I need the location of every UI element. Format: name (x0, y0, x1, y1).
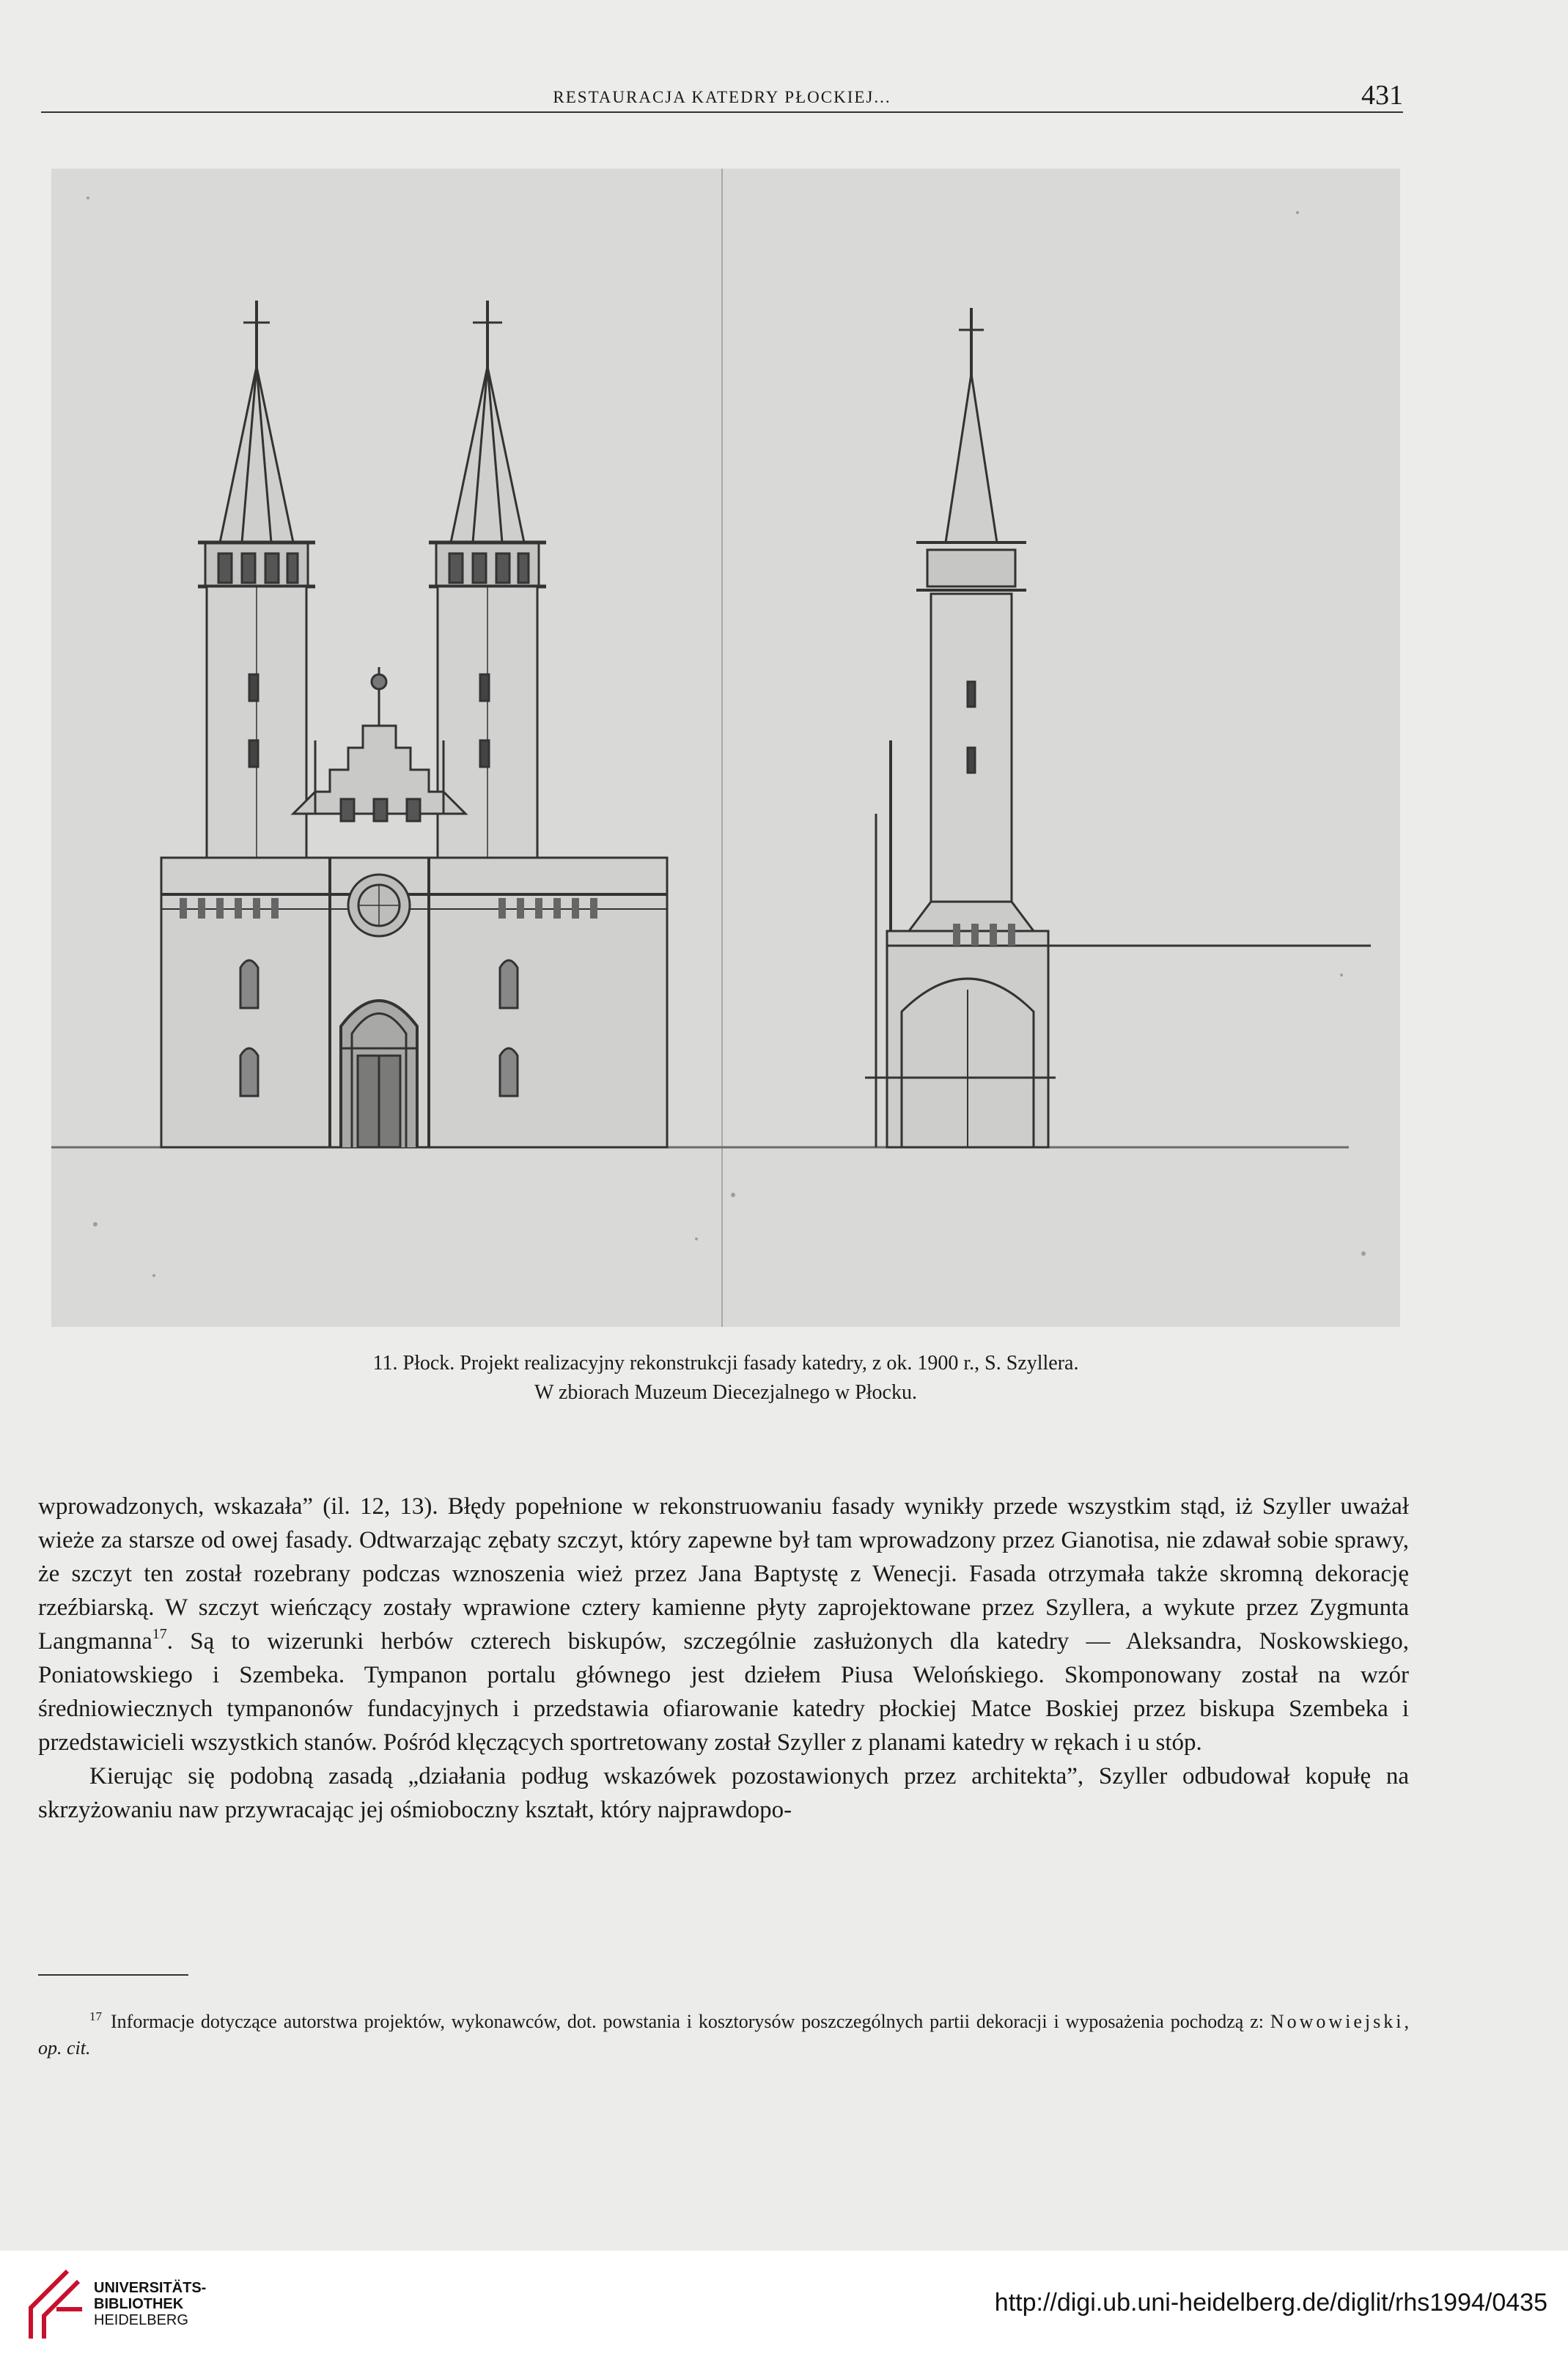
footnote-author: Nowowiejski (1270, 2011, 1405, 2032)
footnote-rule (38, 1974, 188, 1976)
library-line-3: HEIDELBERG (94, 2312, 188, 2328)
footnote-op-cit: op. cit. (38, 2037, 91, 2059)
running-header (41, 79, 1403, 113)
caption-line-2: W zbiorach Muzeum Diecezjalnego w Płocku. (534, 1381, 917, 1404)
footnote-17 (38, 2009, 1409, 2061)
digitization-footer (0, 2251, 1568, 2362)
running-title: RESTAURACJA KATEDRY PŁOCKIEJ... (553, 88, 891, 106)
body-text (38, 1490, 1409, 1827)
paragraph-2: Kierując się podobną zasadą „działania podług wskazówek pozostawionych przez architekta”, Szyller odbudował kopułę na skrzyżowaniu naw przywracając jej ośmioboczny kształt, który najprawdopo- (38, 1763, 1409, 1823)
paragraph-1-part-a: wprowadzonych, wskazała” (il. 12, 13). Błędy popełnione w rekonstruowaniu fasady wynikły przede wszystkim stąd, iż Szyller uważał wieże za starsze od owej fasady. Odtwarzając zębaty szczyt, który zapewne był tam wprowadzony przez Gianotisa, nie zdawał sobie sprawy, że szczyt ten został rozebrany podczas wznoszenia wież przez Jana Baptystę z Wenecji. Fasada otrzymała także skromną dekorację rzeźbiarską. W szczyt wieńczący zostały wprawione cztery kamienne płyty zaprojektowane przez Szyllera, a wykute przez Zygmunta Langmanna (38, 1493, 1409, 1655)
library-line-1: UNIVERSITÄTS- (94, 2280, 207, 2296)
facade-drawing-figure (51, 169, 1400, 1327)
paragraph-1 (38, 1490, 1409, 1759)
footnote-reference-17[interactable]: 17 (152, 1626, 167, 1642)
footnote-number: 17 (89, 2009, 102, 2023)
facade-elevation-drawing (51, 169, 1400, 1327)
footnote-text-b: , (1404, 2011, 1409, 2032)
paragraph-1-part-b: . Są to wizerunki herbów czterech biskupów, szczególnie zasłużonych dla katedry — Aleksandra, Noskowskiego, Poniatowskiego i Szembeka. Tympanon portalu głównego jest dziełem Piusa Welońskiego. Skomponowany został na wzór średniowiecznych tympanonów fundacyjnych i przedstawia ofiarowanie katedry płockiej Matce Boskiej przez biskupa Szembeka i przedstawicieli wszystkich stanów. Pośród klęczących sportretowany został Szyller z planami katedry w rękach i u stóp. (38, 1628, 1409, 1756)
figure-caption (147, 1349, 1305, 1408)
page-number: 431 (1361, 80, 1403, 111)
caption-line-1: 11. Płock. Projekt realizacyjny rekonstrukcji fasady katedry, z ok. 1900 r., S. Szyllera. (372, 1352, 1079, 1375)
library-line-2: BIBLIOTHEK (94, 2296, 184, 2312)
source-url-link[interactable]: http://digi.ub.uni-heidelberg.de/diglit/rhs1994/0435 (994, 2289, 1547, 2317)
library-name (94, 2280, 206, 2328)
footnote-text-a: Informacje dotyczące autorstwa projektów, wykonawców, dot. powstania i kosztorysów poszczególnych partii dekoracji i wyposażenia pochodzą z: (111, 2011, 1270, 2032)
library-logo-icon[interactable] (16, 2265, 89, 2346)
